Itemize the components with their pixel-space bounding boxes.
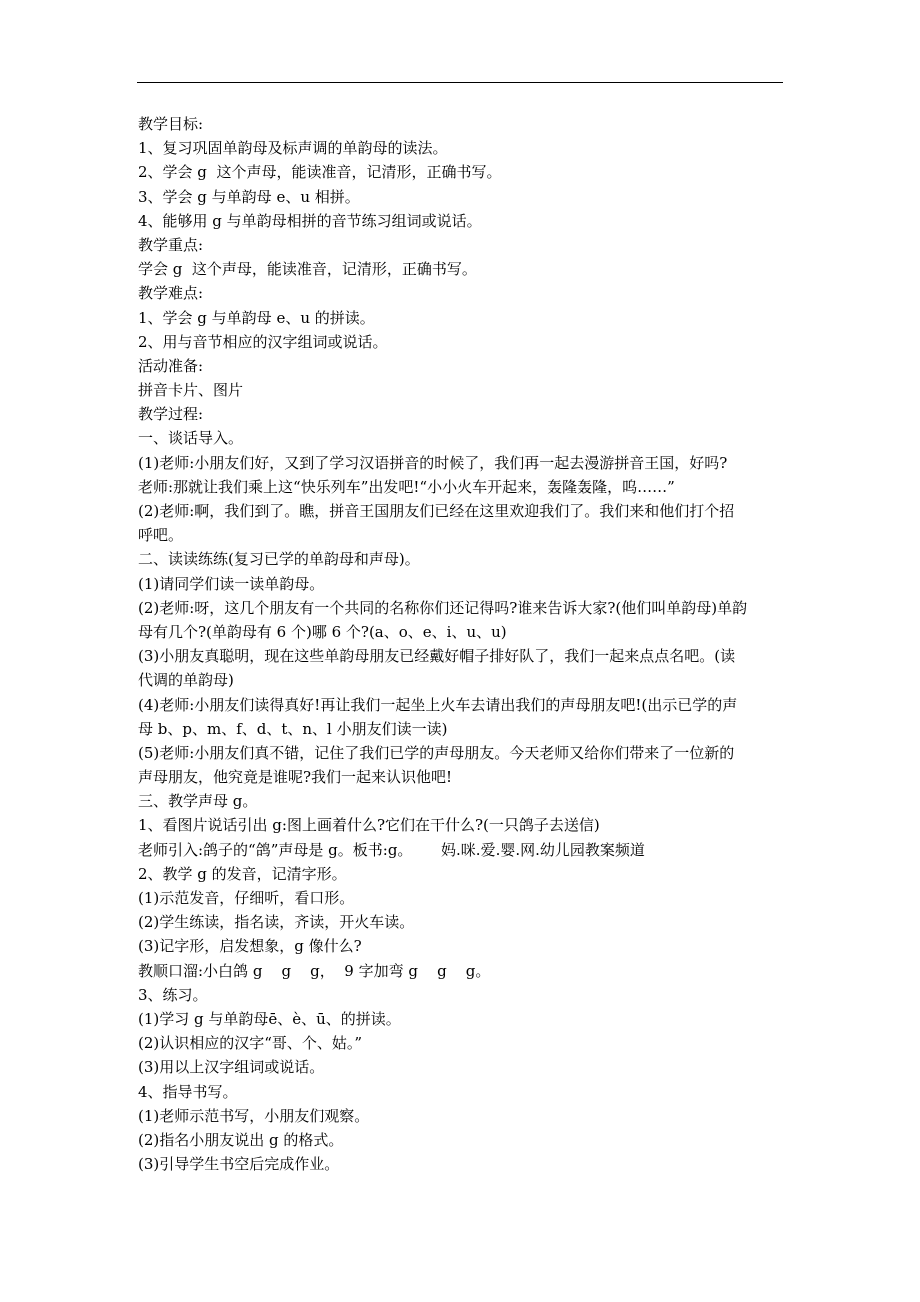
text-line: 教学目标: [138,115,204,133]
text-line: 代调的单韵母) [138,671,234,690]
text-line: 4、指导书写。 [138,1082,238,1101]
text-line: 一、谈话导入。 [138,429,244,448]
text-line: 母 b、p、m、f、d、t、n、l 小朋友们读一读) [138,719,448,738]
text-line: (1)示范发音，仔细听，看口形。 [138,889,355,907]
text-line: (1)老师:小朋友们好，又到了学习汉语拼音的时候了，我们再一起去漫游拼音王国，好吗? [138,453,728,472]
text-line: 学会 g 这个声母，能读准音，记清形，正确书写。 [138,260,477,279]
text-line: (3)引导学生书空后完成作业。 [138,1155,340,1174]
text-line: 教学过程: [138,405,204,424]
text-line: 老师:那就让我们乘上这“快乐列车”出发吧!“小小火车开起来，轰隆轰隆，呜……” [138,477,675,496]
text-line: 教顺口溜:小白鸽 g g g， 9 字加弯 g g g。 [138,961,491,980]
text-line: 1、复习巩固单韵母及标声调的单韵母的读法。 [138,139,448,158]
text-line: (1)学习 g 与单韵母ē、è、ū、的拼读。 [138,1009,401,1028]
text-line: 2、学会 g 这个声母，能读准音，记清形，正确书写。 [138,163,502,182]
text-line: 呼吧。 [138,526,184,545]
text-line: (4)老师:小朋友们读得真好!再让我们一起坐上火车去请出我们的声母朋友吧!(出示已学的声 [138,695,738,714]
text-line: 2、教学 g 的发音，记清字形。 [138,864,347,883]
text-line: 老师引入:鸽子的“鸽”声母是 g。板书:g。 妈.咪.爱.婴.网.幼儿园教案频道 [138,840,645,859]
text-line: 母有几个?(单韵母有 6 个)哪 6 个?(a、o、e、i、u、u) [138,622,507,641]
text-line: (5)老师:小朋友们真不错，记住了我们已学的声母朋友。今天老师又给你们带来了一位新的 [138,743,735,762]
text-line: (3)记字形，启发想象，g 像什么? [138,937,362,956]
text-line: (2)指名小朋友说出 g 的格式。 [138,1130,344,1149]
text-line: 三、教学声母 g。 [138,792,258,811]
text-line: 2、用与音节相应的汉字组词或说话。 [138,332,388,351]
text-line: 教学重点: [138,235,204,254]
text-line: (3)小朋友真聪明，现在这些单韵母朋友已经戴好帽子排好队了，我们一起来点点名吧。(读 [138,647,736,666]
text-line: (2)老师:呀，这几个朋友有一个共同的名称你们还记得吗?谁来告诉大家?(他们叫单韵母)单韵 [138,598,748,617]
text-line: 1、看图片说话引出 g:图上画着什么?它们在干什么?(一只鸽子去送信) [138,816,600,835]
text-line: (2)老师:啊，我们到了。瞧，拼音王国朋友们已经在这里欢迎我们了。我们来和他们打个招 [138,502,735,520]
text-line: 教学难点: [138,284,204,303]
text-line: 声母朋友，他究竟是谁呢?我们一起来认识他吧! [138,768,453,787]
lesson-plan-body [138,112,788,1176]
text-line: 二、读读练练(复习已学的单韵母和声母)。 [138,550,420,569]
text-line: (2)学生练读，指名读，齐读，开火车读。 [138,913,415,932]
text-line: (3)用以上汉字组词或说话。 [138,1058,325,1077]
text-line: 4、能够用 g 与单韵母相拼的音节练习组词或说话。 [138,211,482,230]
text-line: 3、学会 g 与单韵母 e、u 相拼。 [138,187,360,206]
text-line: 3、练习。 [138,985,208,1004]
text-line: (2)认识相应的汉字“哥、个、姑。” [138,1034,363,1053]
text-line: 1、学会 g 与单韵母 e、u 的拼读。 [138,308,375,327]
text-line: 拼音卡片、图片 [138,381,244,400]
header-rule [137,82,783,83]
text-line: (1)请同学们读一读单韵母。 [138,574,325,593]
text-line: 活动准备: [138,356,204,375]
text-line: (1)老师示范书写，小朋友们观察。 [138,1106,370,1125]
